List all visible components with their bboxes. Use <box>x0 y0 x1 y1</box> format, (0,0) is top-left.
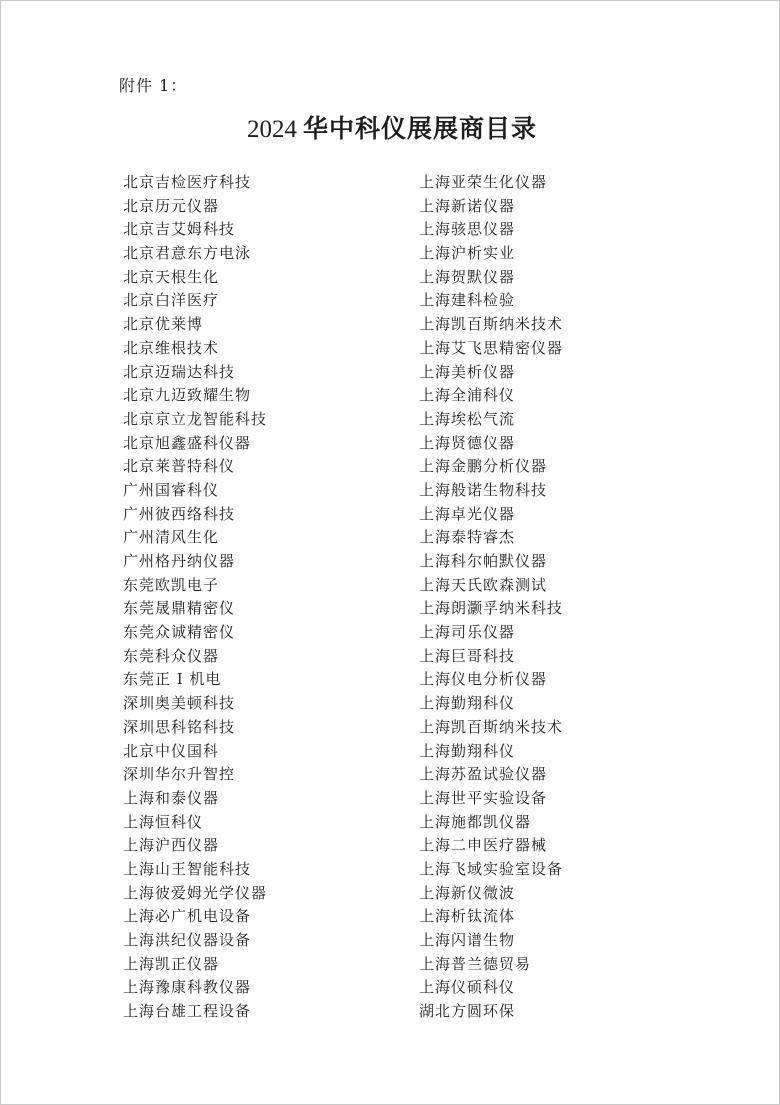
exhibitor-item: 上海全浦科仪 <box>419 386 516 405</box>
exhibitor-item: 上海彼爱姆光学仪器 <box>123 883 268 902</box>
exhibitor-item: 北京旭鑫盛科仪器 <box>123 433 252 452</box>
exhibitor-item: 深圳华尔升智控 <box>123 765 236 784</box>
exhibitor-item: 北京君意东方电泳 <box>123 244 252 263</box>
exhibitor-item: 上海贺默仪器 <box>419 267 516 286</box>
exhibitor-item: 北京天根生化 <box>123 267 220 286</box>
exhibitor-item: 上海新诺仪器 <box>419 196 516 215</box>
exhibitor-item: 湖北方圆环保 <box>419 1002 516 1021</box>
exhibitor-item: 上海司乐仪器 <box>419 623 516 642</box>
exhibitor-item: 上海美析仪器 <box>419 362 516 381</box>
exhibitor-item: 北京莱普特科仪 <box>123 457 236 476</box>
exhibitor-item: 北京白洋医疗 <box>123 291 220 310</box>
exhibitor-item: 北京吉艾姆科技 <box>123 220 236 239</box>
exhibitor-item: 上海勤翔科仪 <box>419 741 516 760</box>
exhibitor-item: 上海骇思仪器 <box>419 220 516 239</box>
exhibitor-item: 上海凯百斯纳米技术 <box>419 315 564 334</box>
exhibitor-item: 东莞科众仪器 <box>123 646 220 665</box>
exhibitor-item: 上海二申医疗器械 <box>419 836 548 855</box>
exhibitor-item: 上海巨哥科技 <box>419 646 516 665</box>
exhibitor-item: 上海析钛流体 <box>419 907 516 926</box>
title-text: 华中科仪展展商目录 <box>303 114 538 143</box>
exhibitor-item: 上海苏盈试验仪器 <box>419 765 548 784</box>
exhibitor-item: 上海般诺生物科技 <box>419 480 548 499</box>
exhibitor-item: 上海卓光仪器 <box>419 504 516 523</box>
exhibitor-item: 上海勤翔科仪 <box>419 694 516 713</box>
exhibitor-item: 上海凯正仪器 <box>123 954 220 973</box>
exhibitor-item: 北京吉检医疗科技 <box>123 173 252 191</box>
exhibitor-item: 广州清风生化 <box>123 528 220 547</box>
exhibitor-item: 东莞欧凯电子 <box>123 575 220 594</box>
exhibitor-item: 东莞正 I 机电 <box>123 670 222 689</box>
exhibitor-list-left <box>123 171 267 1024</box>
exhibitor-item: 广州格丹纳仪器 <box>123 552 236 570</box>
exhibitor-item: 东莞晟鼎精密仪 <box>123 599 236 618</box>
exhibitor-item: 北京京立龙智能科技 <box>123 409 268 428</box>
exhibitor-item: 北京中仪国科 <box>123 741 220 760</box>
exhibitor-item: 深圳奥美顿科技 <box>123 694 236 713</box>
exhibitor-item: 上海台雄工程设备 <box>123 1002 252 1021</box>
exhibitor-item: 上海洪纪仪器设备 <box>123 931 252 949</box>
title-year: 2024 <box>247 116 297 143</box>
exhibitor-item: 上海天氏欧森测试 <box>419 575 548 594</box>
exhibitor-item: 上海恒科仪 <box>123 812 204 831</box>
exhibitor-item: 上海朗灏孚纳米科技 <box>419 599 564 618</box>
exhibitor-item: 北京历元仪器 <box>123 196 220 215</box>
exhibitor-item: 上海沪析实业 <box>419 244 516 263</box>
exhibitor-item: 深圳思科铭科技 <box>123 717 236 736</box>
exhibitor-item: 北京九迈致耀生物 <box>123 386 252 405</box>
exhibitor-item: 上海普兰德贸易 <box>419 954 532 973</box>
exhibitor-item: 上海山王智能科技 <box>123 859 252 878</box>
exhibitor-item: 上海世平实验设备 <box>419 788 548 807</box>
exhibitor-item: 北京优莱博 <box>123 315 204 334</box>
exhibitor-item: 北京迈瑞达科技 <box>123 362 236 381</box>
exhibitor-item: 上海新仪微波 <box>419 883 516 902</box>
exhibitor-item: 上海金鹏分析仪器 <box>419 457 548 476</box>
attachment-label: 附件 1： <box>119 76 188 95</box>
exhibitor-item: 上海科尔帕默仪器 <box>419 552 548 570</box>
exhibitor-item: 北京维根技术 <box>123 338 220 357</box>
exhibitor-item: 上海埃松气流 <box>419 409 516 428</box>
exhibitor-item: 上海必广机电设备 <box>123 907 252 926</box>
exhibitor-item: 广州国睿科仪 <box>123 480 220 499</box>
exhibitor-item: 上海凯百斯纳米技术 <box>419 717 564 736</box>
exhibitor-item: 上海亚荣生化仪器 <box>419 173 548 191</box>
exhibitor-item: 上海贤德仪器 <box>419 433 516 452</box>
exhibitor-item: 东莞众诚精密仪 <box>123 623 236 642</box>
page-title <box>247 112 537 147</box>
exhibitor-item: 上海飞域实验室设备 <box>419 859 564 878</box>
exhibitor-item: 上海仪硕科仪 <box>419 978 516 997</box>
exhibitor-item: 广州彼西络科技 <box>123 504 236 523</box>
exhibitor-item: 上海施都凯仪器 <box>419 812 532 831</box>
exhibitor-item: 上海仪电分析仪器 <box>419 670 548 689</box>
exhibitor-item: 上海泰特睿杰 <box>419 528 516 547</box>
exhibitor-item: 上海艾飞思精密仪器 <box>419 338 564 357</box>
exhibitor-item: 上海闪谱生物 <box>419 931 516 949</box>
exhibitor-list-right <box>419 171 563 1024</box>
exhibitor-item: 上海和泰仪器 <box>123 788 220 807</box>
exhibitor-item: 上海沪西仪器 <box>123 836 220 855</box>
exhibitor-item: 上海建科检验 <box>419 291 516 310</box>
exhibitor-item: 上海豫康科教仪器 <box>123 978 252 997</box>
